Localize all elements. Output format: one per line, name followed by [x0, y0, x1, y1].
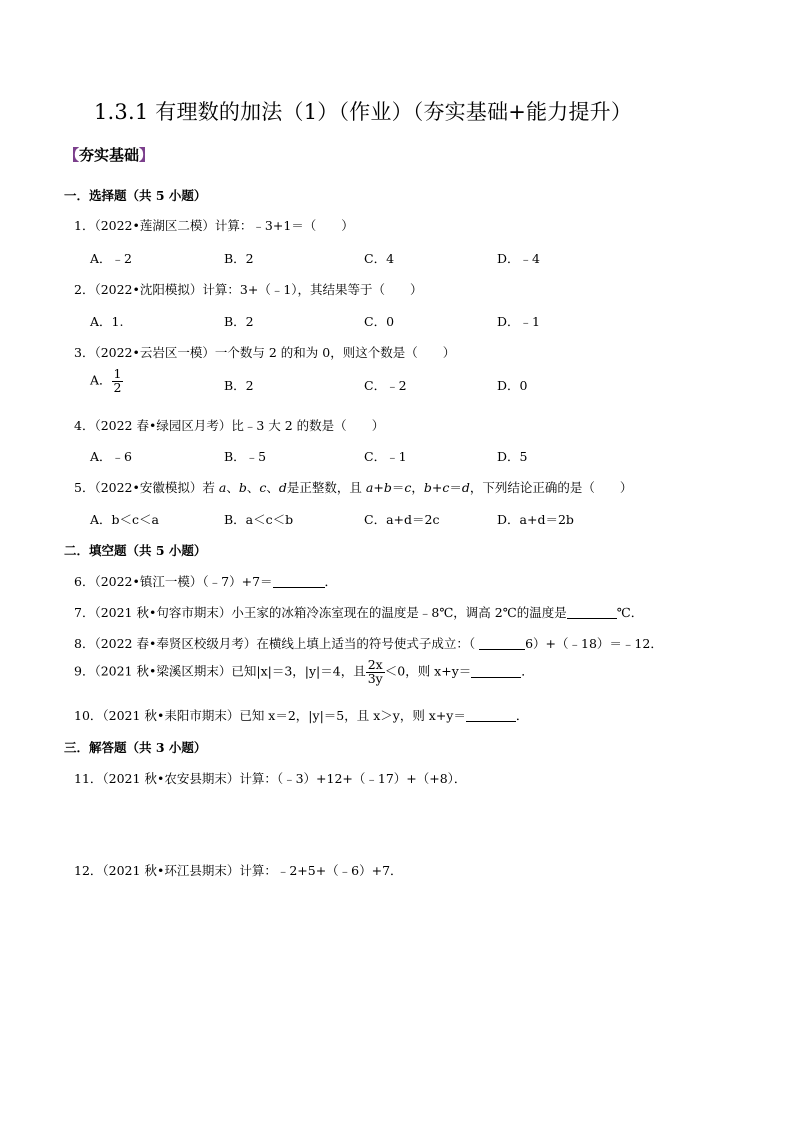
question-5-option-b: B．a＜c＜b	[224, 512, 294, 527]
question-4-stem: 4．（2022 春•绿园区月考）比﹣3 大 2 的数是（ ）	[74, 418, 385, 433]
q10-end: ．	[515, 708, 529, 723]
equals: ＝	[449, 480, 462, 495]
q10-text: 10．（2021 秋•耒阳市期末）已知 x＝2，|y|＝5，且 x＞y，则 x+y＝	[74, 708, 466, 723]
question-3-option-d: D．0	[497, 378, 528, 393]
fraction-numerator: 2x	[367, 657, 383, 672]
q8-text: 8．（2022 春•奉贤区校级月考）在横线上填上适当的符号使式子成立：（	[74, 636, 480, 651]
q6-text: 6．（2022•镇江一模）（﹣7）+7＝	[74, 574, 273, 589]
question-2-option-b: B．2	[224, 314, 254, 329]
answer-blank[interactable]	[471, 664, 521, 678]
q9-end: ．	[521, 663, 534, 679]
equals: ＝	[391, 480, 405, 495]
fraction-one-half	[112, 368, 124, 394]
var-d: d	[278, 480, 287, 495]
q5-stem-part: ，下列结论正确的是（ ）	[469, 480, 633, 495]
q8-end: 6）+（﹣18）＝﹣12．	[525, 636, 663, 651]
question-1-stem: 1．（2022•莲湖区二模）计算：﹣3+1＝（ ）	[74, 218, 354, 233]
separator: 、	[226, 480, 239, 495]
separator: 、	[246, 480, 260, 495]
question-3-option-b: B．2	[224, 378, 254, 393]
question-5-option-a: A．b＜c＜a	[90, 512, 159, 527]
question-1-option-c: C．4	[364, 251, 395, 266]
question-1-option-d: D．﹣4	[497, 251, 540, 266]
question-1-option-b: B．2	[224, 251, 254, 266]
question-3-option-a-prefix: A．	[90, 372, 112, 388]
section-bracket-open: 【	[64, 146, 80, 164]
question-2-option-d: D．﹣1	[497, 314, 540, 329]
question-4-option-c: C．﹣1	[364, 449, 407, 464]
heading-answer: 三．解答题（共 3 小题）	[64, 740, 207, 755]
q7-text: 7．（2021 秋•句容市期末）小王家的冰箱冷冻室现在的温度是﹣8℃，调高 2℃的温度是	[74, 605, 567, 620]
fraction-2x-over-3y	[366, 659, 385, 685]
answer-blank[interactable]	[479, 636, 525, 650]
separator: 、	[266, 480, 279, 495]
q9-text: 9．（2021 秋•梁溪区期末）已知|x|＝3，|y|＝4，且	[74, 663, 366, 679]
q5-stem-part: 5．（2022•安徽模拟）若	[74, 480, 219, 495]
section-label-text: 夯实基础	[79, 146, 140, 164]
question-3-option-a	[90, 368, 123, 394]
fraction-denominator: 2	[113, 379, 122, 395]
question-4-option-a: A．﹣6	[90, 449, 132, 464]
question-6	[74, 572, 337, 590]
question-9	[74, 659, 534, 685]
section-label	[64, 144, 154, 165]
question-8	[74, 634, 663, 652]
question-2-option-a: A．1.	[90, 314, 124, 329]
question-3-stem: 3．（2022•云岩区一模）一个数与 2 的和为 0，则这个数是（ ）	[74, 345, 456, 360]
question-7	[74, 603, 643, 621]
expr-b-plus-c: b+c	[423, 480, 450, 495]
answer-blank[interactable]	[567, 605, 617, 619]
heading-choice: 一．选择题（共 5 小题）	[64, 188, 207, 203]
question-5-stem	[74, 478, 632, 496]
question-4-option-b: B．﹣5	[224, 449, 267, 464]
question-3-option-c: C．﹣2	[364, 378, 407, 393]
question-11: 11．（2021 秋•农安县期末）计算：（﹣3）+12+（﹣17）+（+8）．	[74, 771, 467, 786]
var-a: a	[218, 480, 227, 495]
question-2-stem: 2．（2022•沈阳模拟）计算：3+（﹣1），其结果等于（ ）	[74, 282, 423, 297]
question-4-option-d: D．5	[497, 449, 528, 464]
q7-end: ℃．	[616, 605, 644, 620]
answer-blank[interactable]	[273, 574, 325, 588]
question-12: 12．（2021 秋•环江县期末）计算：﹣2+5+（﹣6）+7．	[74, 863, 403, 878]
question-5-option-d: D．a+d＝2b	[497, 512, 574, 527]
heading-fill: 二．填空题（共 5 小题）	[64, 543, 207, 558]
question-10	[74, 706, 528, 724]
q5-stem-part: 是正整数，且	[286, 480, 366, 495]
question-2-option-c: C．0	[364, 314, 395, 329]
var-c: c	[404, 480, 412, 495]
expr-a-plus-b: a+b	[365, 480, 392, 495]
section-bracket-close: 】	[139, 146, 155, 164]
var-d: d	[461, 480, 470, 495]
var-c: c	[259, 480, 267, 495]
separator: ，	[411, 480, 424, 495]
answer-blank[interactable]	[466, 708, 516, 722]
question-5-option-c: C．a+d＝2c	[364, 512, 440, 527]
question-1-option-a: A．﹣2	[90, 251, 132, 266]
fraction-denominator: 3y	[367, 670, 383, 686]
var-b: b	[238, 480, 247, 495]
q9-text: ＜0，则 x+y＝	[384, 663, 472, 679]
fraction-numerator: 1	[113, 366, 122, 381]
page-title: 1.3.1 有理数的加法（1）（作业）（夯实基础+能力提升）	[94, 100, 633, 124]
q6-end: ．	[324, 574, 338, 589]
